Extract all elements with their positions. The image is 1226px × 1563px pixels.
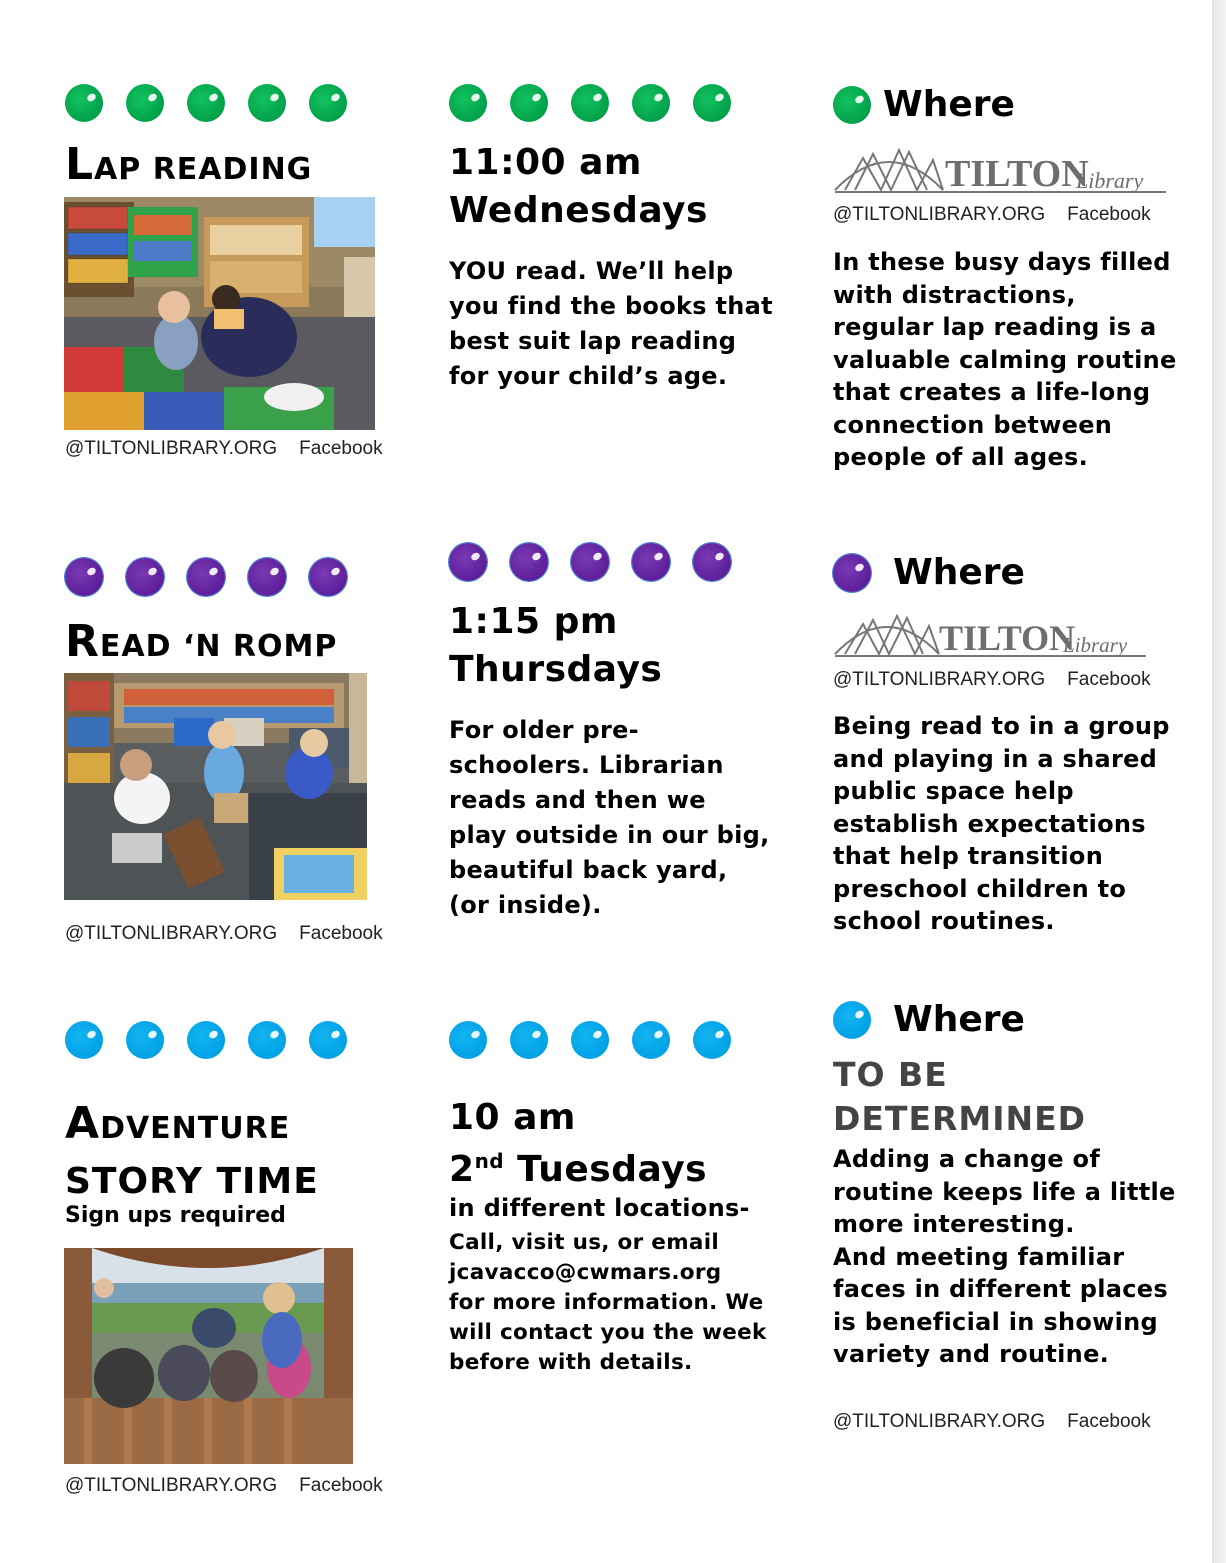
where-description-adventure-story-time: Adding a change of routine keeps life a little more interesting. And meeting familiar faces in different places is beneficial in showing variety and routine. xyxy=(833,1145,1176,1368)
where-heading: Where xyxy=(833,999,1025,1040)
social-links xyxy=(833,204,1151,226)
facebook-link[interactable]: Facebook xyxy=(299,438,383,459)
page-edge xyxy=(1212,0,1226,1563)
cyan-dot-icon xyxy=(632,1021,670,1059)
logo-sub: Library xyxy=(1076,168,1144,193)
cyan-dot-icon xyxy=(65,1021,103,1059)
purple-dot-icon xyxy=(449,543,487,581)
social-links xyxy=(833,669,1151,691)
location-tbd: TO BE DETERMINED xyxy=(833,1055,1087,1138)
program-title-adventure-story-time: ADVENTURE STORY TIME xyxy=(65,1098,319,1202)
green-dot-icon xyxy=(65,84,103,122)
description-lap-reading: YOU read. We’ll help you find the books that best suit lap reading for your child’s age. xyxy=(449,257,773,390)
green-dot-icon xyxy=(126,84,164,122)
purple-dot-icon xyxy=(65,558,103,596)
cyan-dot-icon xyxy=(510,1021,548,1059)
tilton-library-logo xyxy=(833,140,1168,196)
description-adventure-story-time: Call, visit us, or email jcavacco@cwmars.org for more information. We will contact you the week before with details. xyxy=(449,1230,767,1375)
purple-dot-icon xyxy=(126,558,164,596)
cyan-dot-icon xyxy=(693,1021,731,1059)
where-heading: Where xyxy=(833,84,1015,125)
facebook-link[interactable]: Facebook xyxy=(1067,669,1151,690)
social-links xyxy=(833,1411,1151,1433)
purple-dot-icon xyxy=(309,558,347,596)
signup-note: Sign ups required xyxy=(65,1203,286,1228)
program-title-read-n-romp: READ ‘N ROMP xyxy=(65,616,338,667)
facebook-link[interactable]: Facebook xyxy=(1067,204,1151,225)
purple-dot-icon xyxy=(571,543,609,581)
facebook-link[interactable]: Facebook xyxy=(1067,1411,1151,1432)
cyan-dot-icon xyxy=(833,1001,871,1039)
program-title-lap-reading: LAP READING xyxy=(65,139,313,190)
purple-dot-row xyxy=(65,558,347,596)
cyan-dot-icon xyxy=(449,1021,487,1059)
logo-sub: Library xyxy=(1063,633,1128,657)
website-link[interactable]: @TILTONLIBRARY.ORG xyxy=(833,204,1046,225)
cyan-dot-row xyxy=(449,1021,731,1059)
green-dot-row xyxy=(65,84,347,122)
locations-note: in different locations- xyxy=(449,1194,750,1222)
cyan-dot-icon xyxy=(248,1021,286,1059)
where-description-read-n-romp: Being read to in a group and playing in a shared public space help establish expectations that help transition preschool children to school routines. xyxy=(833,712,1170,935)
schedule-adventure-story-time: 10 am 2nd Tuesdays xyxy=(449,1097,708,1190)
photo-adventure-story-time xyxy=(64,1248,353,1464)
where-heading: Where xyxy=(833,552,1025,593)
cyan-dot-icon xyxy=(126,1021,164,1059)
tilton-library-logo xyxy=(833,606,1148,660)
cyan-dot-icon xyxy=(309,1021,347,1059)
photo-read-n-romp xyxy=(64,673,367,900)
green-dot-icon xyxy=(309,84,347,122)
green-dot-icon xyxy=(449,84,487,122)
green-dot-icon xyxy=(187,84,225,122)
facebook-link[interactable]: Facebook xyxy=(299,1475,383,1496)
purple-dot-icon xyxy=(187,558,225,596)
website-link[interactable]: @TILTONLIBRARY.ORG xyxy=(65,923,278,944)
where-description-lap-reading: In these busy days filled with distractions, regular lap reading is a valuable calming routine that creates a life-long connection between people of all ages. xyxy=(833,248,1177,471)
social-links xyxy=(65,438,383,460)
green-dot-icon xyxy=(632,84,670,122)
green-dot-icon xyxy=(510,84,548,122)
cyan-dot-icon xyxy=(571,1021,609,1059)
cyan-dot-icon xyxy=(187,1021,225,1059)
website-link[interactable]: @TILTONLIBRARY.ORG xyxy=(833,1411,1046,1432)
green-dot-icon xyxy=(833,86,871,124)
schedule-lap-reading: 11:00 am Wednesdays xyxy=(449,142,708,231)
logo-name: TILTON xyxy=(945,153,1089,195)
purple-dot-icon xyxy=(833,554,871,592)
social-links xyxy=(65,923,383,945)
green-dot-icon xyxy=(693,84,731,122)
schedule-read-n-romp: 1:15 pm Thursdays xyxy=(449,601,663,690)
logo-name: TILTON xyxy=(939,618,1076,658)
purple-dot-icon xyxy=(248,558,286,596)
purple-dot-row xyxy=(449,543,731,581)
email-link[interactable]: jcavacco@cwmars.org xyxy=(449,1260,722,1285)
green-dot-row xyxy=(449,84,731,122)
green-dot-icon xyxy=(571,84,609,122)
description-read-n-romp: For older pre- schoolers. Librarian reads and then we play outside in our big, beautiful back yard, (or inside). xyxy=(449,716,770,919)
green-dot-icon xyxy=(248,84,286,122)
purple-dot-icon xyxy=(632,543,670,581)
purple-dot-icon xyxy=(510,543,548,581)
social-links xyxy=(65,1475,383,1497)
facebook-link[interactable]: Facebook xyxy=(299,923,383,944)
cyan-dot-row xyxy=(65,1021,347,1059)
photo-lap-reading xyxy=(64,197,375,430)
purple-dot-icon xyxy=(693,543,731,581)
website-link[interactable]: @TILTONLIBRARY.ORG xyxy=(833,669,1046,690)
website-link[interactable]: @TILTONLIBRARY.ORG xyxy=(65,438,278,459)
website-link[interactable]: @TILTONLIBRARY.ORG xyxy=(65,1475,278,1496)
